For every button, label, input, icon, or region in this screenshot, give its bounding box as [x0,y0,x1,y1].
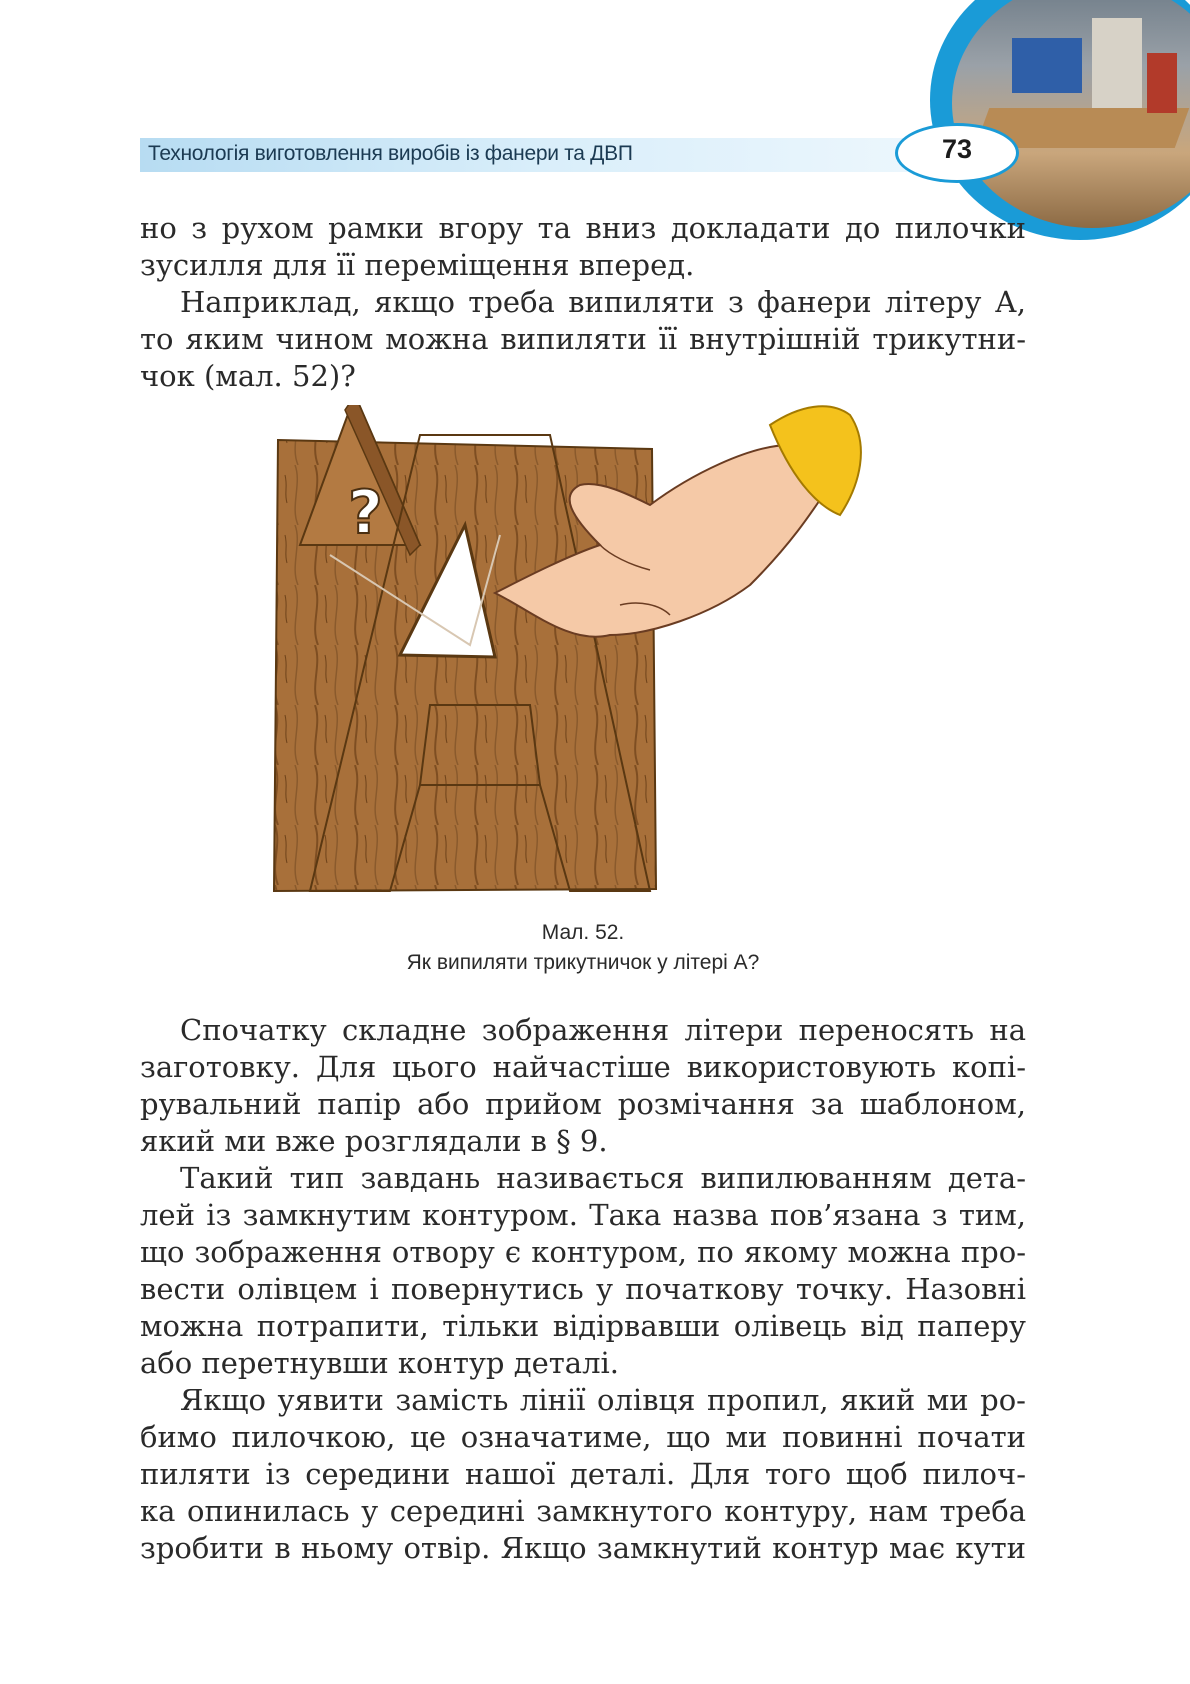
running-header-title: Технологія виготовлення виробів із фанери та ДВП [148,142,633,165]
question-mark: ? [348,478,383,548]
text-block-top [140,210,1026,395]
text-line: можна потрапити, тільки відірвавши олівець від паперу [140,1309,1026,1343]
text-line: заготовку. Для цього найчастіше використовують копі- [140,1050,1026,1084]
text-block-bottom [140,1012,1026,1567]
figure-52 [270,405,900,905]
text-line: або перетнувши контур деталі. [140,1346,619,1380]
text-line: вести олівцем і повернутись у початкову точку. Назовні [140,1272,1026,1306]
text-line: Якщо уявити замість лінії олівця пропил, який ми ро- [180,1383,1026,1417]
text-line: чок (мал. 52)? [140,359,356,393]
text-line: Спочатку складне зображення літери переносять на [180,1013,1026,1047]
text-line: зусилля для її переміщення вперед. [140,248,695,282]
text-line: Такий тип завдань називається випилюванням дета- [180,1161,1026,1195]
plywood-letter-illustration [270,405,900,905]
page-number: 73 [941,134,973,164]
workshop-photo [952,0,1190,228]
text-line: що зображення отвору є контуром, по якому можна про- [140,1235,1026,1269]
text-line: який ми вже розглядали в § 9. [140,1124,608,1158]
text-line: то яким чином можна випиляти її внутрішній трикутни- [140,322,1026,356]
text-line: пиляти із середини нашої деталі. Для того щоб пилоч- [140,1457,1026,1491]
text-line: лей із замкнутим контуром. Така назва пов’язана з тим, [140,1198,1026,1232]
text-line: бимо пилочкою, це означатиме, що ми повинні почати [140,1420,1026,1454]
text-line: ка опинилась у середині замкнутого контуру, нам треба [140,1494,1026,1528]
text-line: но з рухом рамки вгору та вниз докладати до пилочки [140,211,1026,245]
corner-photo-badge [930,0,1190,240]
figure-label: Мал. 52. [541,921,625,944]
text-line: рувальний папір або прийом розмічання за шаблоном, [140,1087,1026,1121]
text-line: зробити в ньому отвір. Якщо замкнутий контур має кути [140,1531,1026,1565]
text-line: Наприклад, якщо треба випиляти з фанери літеру А, [180,285,1026,319]
figure-caption: Як випиляти трикутничок у літері А? [406,951,760,974]
